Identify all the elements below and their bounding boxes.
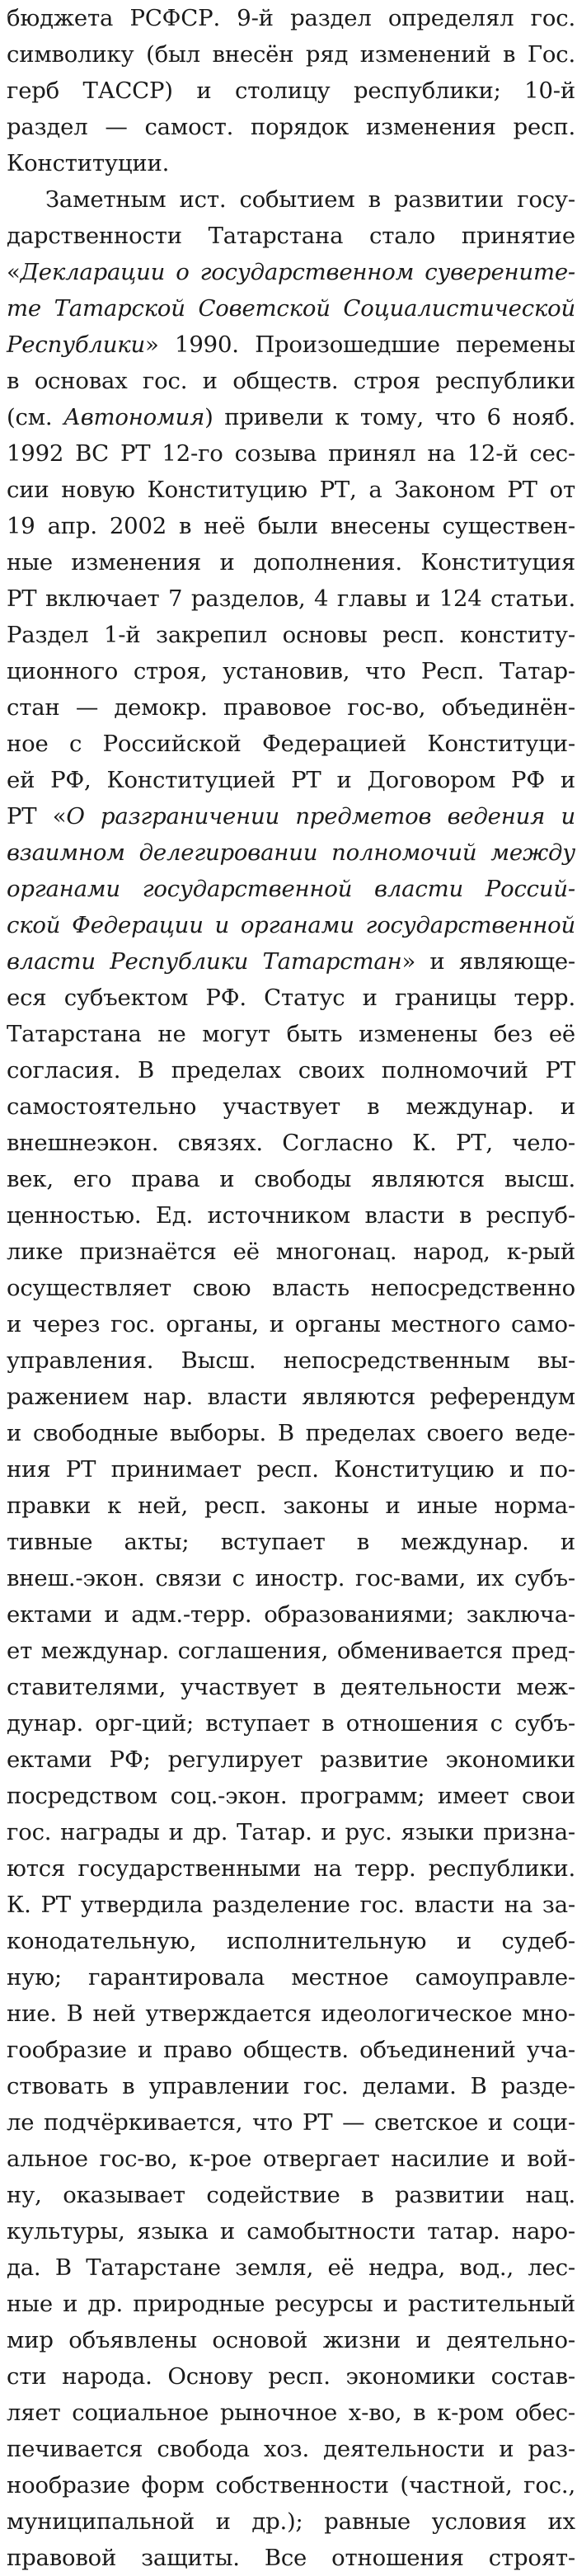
italic-title-span: Декларации о государственном суверените-: [20, 259, 575, 285]
text-line: раздел — самост. порядок изменения респ.: [7, 114, 575, 140]
text-line: стан — демокр. правовое гос-во, объединён-: [7, 694, 575, 721]
text-line: ное с Российской Федерацией Конституци-: [7, 731, 575, 757]
text-line: самостоятельно участвует в междунар. и: [7, 1093, 575, 1120]
paragraph-first-line: Заметным ист. событием в развитии госу-: [45, 186, 575, 213]
text-line: ектами и адм.-терр. образованиями; заключа-: [7, 1601, 575, 1628]
text-line: сии новую Конституцию РТ, а Законом РТ от: [7, 477, 575, 503]
text-line: гос. награды и др. Татар. и рус. языки призна-: [7, 1819, 575, 1845]
text-span: » 1990. Произошедшие перемены: [144, 331, 575, 358]
italic-title-span: Автономия: [63, 404, 205, 430]
text-line: альное гос-во, к-рое отвергает насилие и вой-: [7, 2146, 575, 2172]
text-line: мир объявлены основой жизни и деятельно-: [7, 2327, 575, 2353]
italic-title-span: власти Республики Татарстан: [7, 948, 402, 975]
text-line: ные изменения и дополнения. Конституция: [7, 549, 575, 576]
text-line: посредством соц.-экон. программ; имеет свои: [7, 1783, 575, 1809]
text-line: нообразие форм собственности (частной, гос.,: [7, 2472, 575, 2498]
text-line: 1992 ВС РТ 12-го созыва принял на 12-й сес-: [7, 440, 575, 467]
text-line: [7, 327, 575, 363]
text-line: и свободные выборы. В пределах своего веде-: [7, 1420, 575, 1446]
text-span: «: [7, 259, 21, 285]
text-line: еся субъектом РФ. Статус и границы терр.: [7, 985, 575, 1011]
text-line: РТ включает 7 разделов, 4 главы и 124 статьи.: [7, 585, 575, 612]
italic-title-span: органами государственной власти Россий-: [7, 876, 575, 902]
text-line: [7, 399, 575, 435]
text-line: сти народа. Основу респ. экономики состав-: [7, 2363, 575, 2390]
text-line: [7, 834, 575, 871]
text-line: и через гос. органы, и органы местного само-: [7, 1311, 575, 1337]
text-span: » и являюще-: [401, 948, 575, 975]
text-line: 19 апр. 2002 в неё были внесены существен-: [7, 513, 575, 539]
text-line: внешнеэкон. связях. Согласно К. РТ, чело-: [7, 1130, 575, 1156]
text-line: [7, 943, 575, 980]
text-line: внеш.-экон. связи с иностр. гос-вами, их субъ-: [7, 1565, 575, 1591]
text-line: ле подчёркивается, что РТ — светское и соци-: [7, 2109, 575, 2136]
text-line: дарственности Татарстана стало принятие: [7, 223, 575, 249]
text-span: РТ «: [7, 803, 67, 830]
text-line: ние. В ней утверждается идеологическое мно-: [7, 2000, 575, 2027]
text-line: Раздел 1-й закрепил основы респ. конститу-: [7, 622, 575, 648]
text-line: осуществляет свою власть непосредственно: [7, 1275, 575, 1301]
text-line: ет междунар. соглашения, обменивается пред-: [7, 1638, 575, 1664]
article-text-column: [7, 0, 575, 2576]
text-line: правовой защиты. Все отношения строят-: [7, 2545, 575, 2571]
text-line: Конституции.: [7, 150, 170, 176]
text-line: ей РФ, Конституцией РТ и Договором РФ и: [7, 767, 575, 793]
text-line: [7, 290, 575, 327]
text-line: культуры, языка и самобытности татар. наро-: [7, 2218, 575, 2245]
text-line: ную; гарантировала местное самоуправле-: [7, 1964, 575, 1991]
text-span: (см.: [7, 404, 64, 430]
text-line: да. В Татарстане земля, её недра, вод., лес-: [7, 2254, 575, 2281]
text-line: муниципальной и др.); равные условия их: [7, 2508, 575, 2535]
text-line: герб ТАССР) и столицу республики; 10-й: [7, 78, 575, 104]
text-line: ния РТ принимает респ. Конституцию и по-: [7, 1456, 575, 1483]
text-line: [7, 798, 575, 834]
italic-title-span: взаимном делегировании полномочий между: [7, 839, 575, 866]
text-line: ну, оказывает содействие в развитии нац.: [7, 2182, 575, 2208]
text-line: [7, 871, 575, 907]
text-line: ционного строя, установив, что Респ. Татар-: [7, 658, 575, 684]
text-line: согласия. В пределах своих полномочий РТ: [7, 1057, 575, 1084]
text-line: печивается свобода хоз. деятельности и раз-: [7, 2436, 575, 2462]
text-line: символику (был внесён ряд изменений в Гос.: [7, 41, 575, 68]
text-line: [7, 254, 575, 290]
text-line: ставителями, участвует в деятельности меж-: [7, 1674, 575, 1700]
text-line: век, его права и свободы являются высш.: [7, 1166, 575, 1192]
text-line: ценностью. Ед. источником власти в респуб-: [7, 1202, 575, 1229]
text-line: бюджета РСФСР. 9-й раздел определял гос.: [7, 5, 575, 31]
text-line: управления. Высш. непосредственным вы-: [7, 1347, 575, 1374]
text-line: ствовать в управлении гос. делами. В разде-: [7, 2073, 575, 2099]
text-line: тивные акты; вступает в междунар. и: [7, 1529, 575, 1555]
text-line: гообразие и право обществ. объединений уча-: [7, 2037, 575, 2063]
text-line: Татарстана не могут быть изменены без её: [7, 1021, 575, 1047]
italic-title-span: Республики: [7, 331, 145, 358]
text-line: лике признаётся её многонац. народ, к-рый: [7, 1239, 575, 1265]
text-line: К. РТ утвердила разделение гос. власти на за-: [7, 1892, 575, 1918]
text-line: ются государственными на терр. республики.: [7, 1855, 575, 1882]
italic-title-span: ской Федерации и органами государственной: [7, 912, 575, 938]
text-line: правки к ней, респ. законы и иные норма-: [7, 1492, 575, 1519]
text-line: ражением нар. власти являются референдум: [7, 1384, 575, 1410]
text-line: конодательную, исполнительную и судеб-: [7, 1928, 575, 1954]
italic-title-span: О разграничении предметов ведения и: [66, 803, 575, 830]
text-span: ) привели к тому, что 6 нояб.: [204, 404, 575, 430]
text-line: [7, 907, 575, 943]
text-line: дунар. орг-ций; вступает в отношения с субъ-: [7, 1710, 575, 1737]
text-line: ные и др. природные ресурсы и растительный: [7, 2291, 575, 2317]
text-line: ляет социальное рыночное х-во, в к-ром обес-: [7, 2400, 575, 2426]
text-line: в основах гос. и обществ. строя республики: [7, 368, 575, 394]
text-line: ектами РФ; регулирует развитие экономики: [7, 1746, 575, 1773]
italic-title-span: те Татарской Советской Социалистической: [7, 295, 575, 322]
